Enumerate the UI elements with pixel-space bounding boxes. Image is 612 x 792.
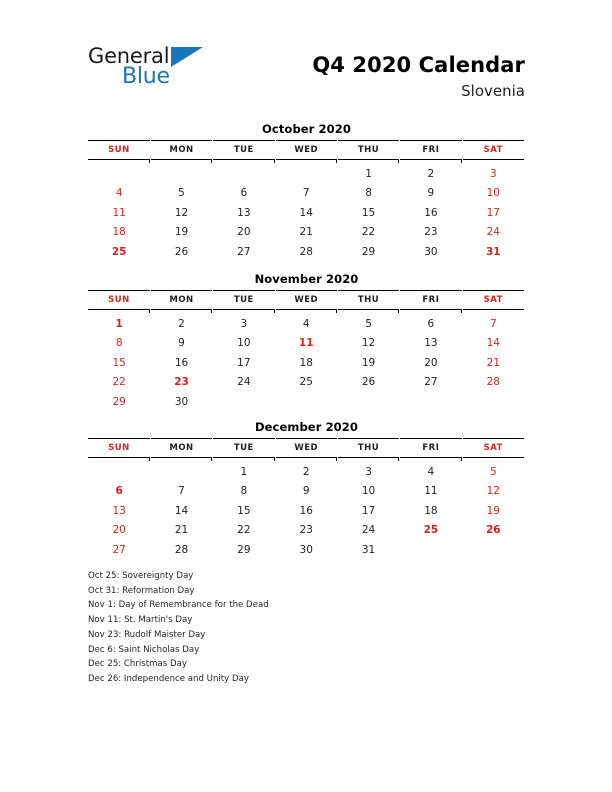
weekday-header-fri: FRI bbox=[400, 291, 462, 310]
day-cell: 2 bbox=[178, 317, 185, 330]
week-row bbox=[88, 517, 525, 537]
weekday-header-sat: SAT bbox=[483, 295, 503, 305]
day-cell: 9 bbox=[178, 337, 185, 349]
day-cell: 13 bbox=[424, 337, 438, 349]
week-row bbox=[88, 199, 525, 219]
day-cell-empty bbox=[462, 536, 524, 556]
day-cell: 19 bbox=[486, 504, 500, 517]
week-row bbox=[88, 310, 525, 330]
title-block bbox=[312, 52, 525, 102]
day-cell-empty bbox=[88, 458, 150, 478]
month-block-december bbox=[88, 420, 525, 556]
day-cell-empty bbox=[213, 388, 275, 408]
logo-text-general: General bbox=[88, 44, 170, 68]
day-cell: 17 bbox=[486, 206, 500, 219]
week-row bbox=[88, 160, 525, 180]
week-row bbox=[88, 458, 525, 478]
month-title: October 2020 bbox=[262, 122, 351, 136]
week-row bbox=[88, 478, 525, 498]
day-cell: 23 bbox=[299, 524, 313, 536]
holiday-legend-item: Nov 1: Day of Remembrance for the Dead bbox=[88, 600, 269, 611]
week-row bbox=[88, 369, 525, 389]
day-cell-holiday: 11 bbox=[298, 337, 314, 349]
day-cell-holiday: 25 bbox=[111, 245, 127, 258]
day-cell: 30 bbox=[174, 395, 189, 408]
day-cell: 27 bbox=[112, 543, 126, 556]
day-cell: 16 bbox=[174, 356, 189, 369]
logo-text-blue: Blue bbox=[122, 64, 170, 89]
day-cell: 13 bbox=[237, 206, 251, 219]
day-cell-empty bbox=[150, 458, 212, 478]
day-cell: 3 bbox=[365, 465, 372, 478]
day-cell: 9 bbox=[427, 187, 435, 199]
day-cell: 11 bbox=[112, 206, 126, 219]
day-cell-empty bbox=[400, 388, 462, 408]
day-cell: 30 bbox=[299, 543, 313, 556]
day-cell: 16 bbox=[299, 504, 313, 517]
day-cell: 26 bbox=[174, 245, 189, 258]
day-cell: 27 bbox=[424, 376, 438, 388]
day-cell: 7 bbox=[489, 317, 497, 330]
day-cell: 19 bbox=[174, 226, 189, 238]
day-cell: 31 bbox=[361, 543, 376, 556]
weekday-header-mon: MON bbox=[150, 439, 212, 458]
week-row bbox=[88, 497, 525, 517]
day-cell: 19 bbox=[361, 356, 376, 369]
holiday-legend-item: Nov 11: St. Martin's Day bbox=[88, 615, 193, 626]
day-cell: 20 bbox=[112, 524, 126, 536]
weekday-header-sat: SAT bbox=[483, 443, 503, 453]
day-cell: 14 bbox=[486, 337, 500, 349]
holiday-legend-item: Oct 25: Sovereignty Day bbox=[88, 571, 194, 581]
day-cell: 26 bbox=[361, 376, 376, 388]
weekday-header-sat: SAT bbox=[483, 145, 503, 155]
day-cell-holiday: 23 bbox=[174, 376, 189, 388]
day-cell: 12 bbox=[174, 206, 189, 219]
weekday-header-wed: WED bbox=[275, 439, 337, 458]
weekday-header-thu: THU bbox=[337, 439, 399, 458]
weekday-header-row bbox=[88, 291, 525, 310]
weekday-header-tue: TUE bbox=[213, 439, 275, 458]
holiday-legend-item: Oct 31: Reformation Day bbox=[88, 585, 195, 596]
day-cell: 9 bbox=[302, 485, 310, 497]
day-cell: 28 bbox=[299, 245, 313, 258]
day-cell: 17 bbox=[237, 356, 251, 369]
day-cell: 15 bbox=[361, 206, 376, 219]
day-cell: 12 bbox=[486, 485, 500, 497]
day-cell: 18 bbox=[424, 504, 438, 517]
weekday-header-wed: WED bbox=[275, 291, 337, 310]
day-cell: 29 bbox=[112, 395, 126, 408]
day-cell: 18 bbox=[112, 226, 126, 238]
day-cell: 8 bbox=[115, 337, 123, 349]
weekday-header-tue: TUE bbox=[213, 141, 275, 160]
day-cell-holiday: 31 bbox=[485, 245, 501, 258]
day-cell: 20 bbox=[237, 226, 251, 238]
day-cell: 14 bbox=[174, 504, 189, 517]
day-cell: 11 bbox=[424, 485, 438, 497]
day-cell: 17 bbox=[361, 504, 376, 517]
day-cell: 29 bbox=[237, 543, 251, 556]
day-cell: 16 bbox=[424, 206, 438, 219]
day-cell: 24 bbox=[237, 376, 251, 388]
day-cell-empty bbox=[462, 388, 524, 408]
day-cell: 8 bbox=[365, 187, 372, 199]
weekday-header-sun: SUN bbox=[88, 291, 150, 310]
day-cell: 3 bbox=[489, 167, 497, 180]
day-cell-holiday: 25 bbox=[423, 524, 439, 536]
day-cell: 14 bbox=[299, 206, 313, 219]
week-row bbox=[88, 536, 525, 556]
weekday-header-mon: MON bbox=[150, 291, 212, 310]
weekday-header-row bbox=[88, 141, 525, 160]
day-cell: 1 bbox=[365, 167, 372, 180]
month-grid bbox=[88, 290, 525, 408]
day-cell: 10 bbox=[237, 337, 251, 349]
day-cell: 6 bbox=[427, 317, 435, 330]
day-cell: 18 bbox=[299, 356, 313, 369]
weekday-header-mon: MON bbox=[150, 141, 212, 160]
weekday-header-fri: FRI bbox=[400, 439, 462, 458]
day-cell: 23 bbox=[424, 226, 438, 238]
day-cell: 15 bbox=[237, 504, 251, 517]
holiday-legend-item: Dec 25: Christmas Day bbox=[88, 659, 187, 670]
weekday-header-thu: THU bbox=[337, 141, 399, 160]
holiday-legend-item: Nov 23: Rudolf Maister Day bbox=[88, 629, 206, 640]
day-cell: 3 bbox=[240, 317, 248, 330]
day-cell-empty bbox=[88, 160, 150, 180]
month-title: November 2020 bbox=[254, 272, 359, 286]
month-body bbox=[88, 458, 525, 556]
day-cell: 29 bbox=[361, 245, 376, 258]
day-cell: 30 bbox=[424, 245, 438, 258]
day-cell: 22 bbox=[361, 226, 376, 238]
day-cell: 24 bbox=[486, 226, 500, 238]
day-cell: 4 bbox=[115, 187, 123, 199]
day-cell: 12 bbox=[361, 337, 376, 349]
day-cell: 7 bbox=[302, 187, 310, 199]
day-cell-empty bbox=[275, 388, 337, 408]
day-cell: 13 bbox=[112, 504, 126, 517]
day-cell: 2 bbox=[302, 465, 310, 478]
day-cell: 28 bbox=[486, 376, 500, 388]
day-cell: 5 bbox=[489, 465, 497, 478]
page-title: Q4 2020 Calendar bbox=[312, 53, 525, 77]
day-cell: 15 bbox=[112, 356, 126, 369]
day-cell: 4 bbox=[302, 317, 310, 330]
day-cell: 22 bbox=[112, 376, 126, 388]
week-row bbox=[88, 388, 525, 408]
day-cell-holiday: 6 bbox=[115, 485, 123, 497]
holiday-legend-list bbox=[88, 569, 488, 687]
week-row bbox=[88, 349, 525, 369]
day-cell: 5 bbox=[365, 317, 372, 330]
day-cell: 5 bbox=[178, 187, 185, 199]
month-body bbox=[88, 310, 525, 408]
day-cell-empty bbox=[213, 160, 275, 180]
month-body bbox=[88, 160, 525, 258]
weekday-header-tue: TUE bbox=[213, 291, 275, 310]
day-cell-empty bbox=[275, 160, 337, 180]
weekday-header-row bbox=[88, 439, 525, 458]
day-cell: 10 bbox=[486, 187, 500, 199]
day-cell: 27 bbox=[237, 245, 251, 258]
day-cell: 21 bbox=[174, 524, 189, 536]
day-cell-empty bbox=[337, 388, 399, 408]
page-header bbox=[88, 44, 525, 106]
day-cell: 28 bbox=[174, 543, 189, 556]
day-cell-empty bbox=[150, 160, 212, 180]
month-grid bbox=[88, 140, 525, 258]
day-cell: 25 bbox=[299, 376, 313, 388]
day-cell: 8 bbox=[240, 485, 248, 497]
month-block-october bbox=[88, 122, 525, 258]
day-cell-holiday: 26 bbox=[485, 524, 501, 536]
day-cell-holiday: 1 bbox=[115, 317, 123, 330]
weekday-header-sun: SUN bbox=[88, 141, 150, 160]
week-row bbox=[88, 238, 525, 258]
day-cell: 1 bbox=[240, 465, 248, 478]
day-cell: 7 bbox=[178, 485, 185, 497]
logo-triangle-icon bbox=[171, 47, 203, 67]
general-blue-logo bbox=[88, 44, 218, 96]
day-cell: 21 bbox=[299, 226, 313, 238]
weekday-header-wed: WED bbox=[275, 141, 337, 160]
holiday-legend-item: Dec 26: Independence and Unity Day bbox=[88, 673, 249, 684]
day-cell: 6 bbox=[240, 187, 248, 199]
weekday-header-fri: FRI bbox=[400, 141, 462, 160]
month-block-november bbox=[88, 272, 525, 408]
day-cell: 22 bbox=[237, 524, 251, 536]
day-cell: 2 bbox=[427, 167, 435, 180]
day-cell: 4 bbox=[427, 465, 435, 478]
month-title: December 2020 bbox=[255, 420, 358, 434]
day-cell: 20 bbox=[424, 356, 438, 369]
weekday-header-thu: THU bbox=[337, 291, 399, 310]
page-subtitle-country: Slovenia bbox=[461, 82, 525, 100]
day-cell: 21 bbox=[486, 356, 500, 369]
month-grid bbox=[88, 438, 525, 556]
day-cell: 24 bbox=[361, 524, 376, 536]
holiday-legend-item: Dec 6: Saint Nicholas Day bbox=[88, 644, 200, 655]
weekday-header-sun: SUN bbox=[88, 439, 150, 458]
day-cell: 10 bbox=[361, 485, 376, 497]
week-row bbox=[88, 180, 525, 200]
week-row bbox=[88, 330, 525, 350]
week-row bbox=[88, 219, 525, 239]
day-cell-empty bbox=[400, 536, 462, 556]
